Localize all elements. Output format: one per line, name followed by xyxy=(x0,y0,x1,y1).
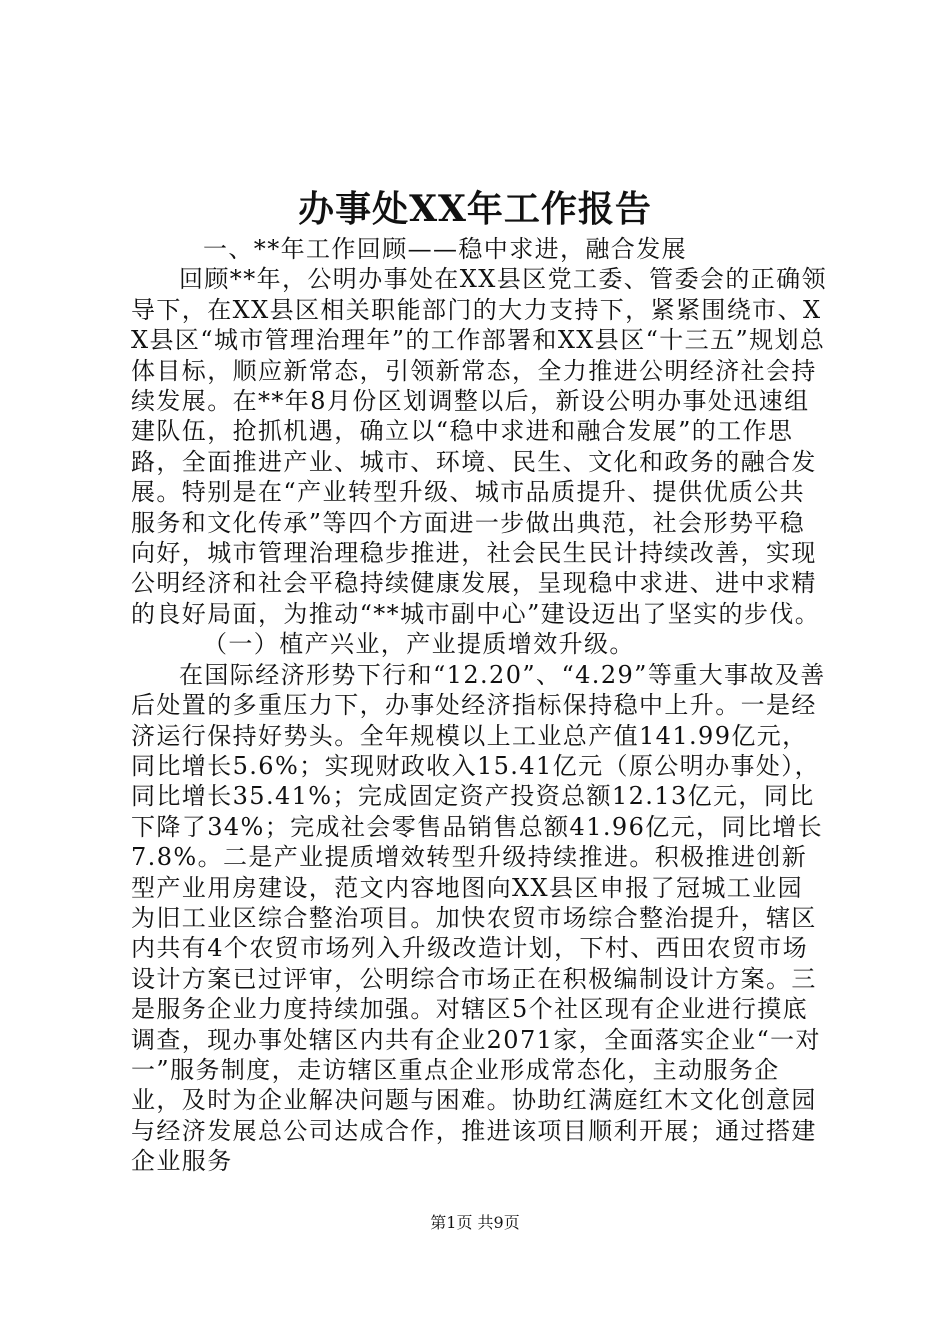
section-heading: 一、**年工作回顾——稳中求进，融合发展 xyxy=(203,235,687,263)
paragraph: 在国际经济形势下行和“12.20”、“4.29”等重大事故及善后处置的多重压力下，办事处经济指标保持稳中上升。一是经济运行保持好势头。全年规模以上工业总产值141.99亿元，同比增长5.6%；实现财政收入15.41亿元（原公明办事处），同比增长35.41%；完成固定资产投资总额12.13亿元，同比下降了34%；完成社会零售品销售总额41.96亿元，同比增长7.8%。二是产业提质增效转型升级持续推进。积极推进创新型产业用房建设，范文内容地图向XX县区申报了冠城工业园为旧工业区综合整治项目。加快农贸市场综合整治提升，辖区内共有4个农贸市场列入升级改造计划，下村、西田农贸市场设计方案已过评审，公明综合市场正在积极编制设计方案。三是服务企业力度持续加强。对辖区5个社区现有企业进行摸底调查，现办事处辖区内共有企业2071家，全面落实企业“一对一”服务制度，走访辖区重点企业形成常态化，主动服务企业，及时为企业解决问题与困难。协助红满庭红木文化创意园与经济发展总公司达成合作，推进该项目顺利开展；通过搭建企业服务 xyxy=(131,660,826,1176)
paragraph: 回顾**年，公明办事处在XX县区党工委、管委会的正确领导下，在XX县区相关职能部门的大力支持下，紧紧围绕市、XX县区“城市管理治理年”的工作部署和XX县区“十三五”规划总体目标，顺应新常态，引领新常态，全力推进公明经济社会持续发展。在**年8月份区划调整以后，新设公明办事处迅速组建队伍，抢抓机遇，确立以“稳中求进和融合发展”的工作思路，全面推进产业、城市、环境、民生、文化和政务的融合发展。特别是在“产业转型升级、城市品质提升、提供优质公共服务和文化传承”等四个方面进一步做出典范，社会形势平稳向好，城市管理治理稳步推进，社会民生民计持续改善，实现公明经济和社会平稳持续健康发展，呈现稳中求进、进中求精的良好局面，为推动“**城市副中心”建设迈出了坚实的步伐。 xyxy=(131,265,827,628)
document-title: 办事处XX年工作报告 xyxy=(298,188,652,230)
subsection-heading: （一）植产兴业，产业提质增效升级。 xyxy=(203,630,635,659)
document-body xyxy=(131,234,827,1177)
page-footer: 第1页 共9页 xyxy=(430,1213,520,1232)
